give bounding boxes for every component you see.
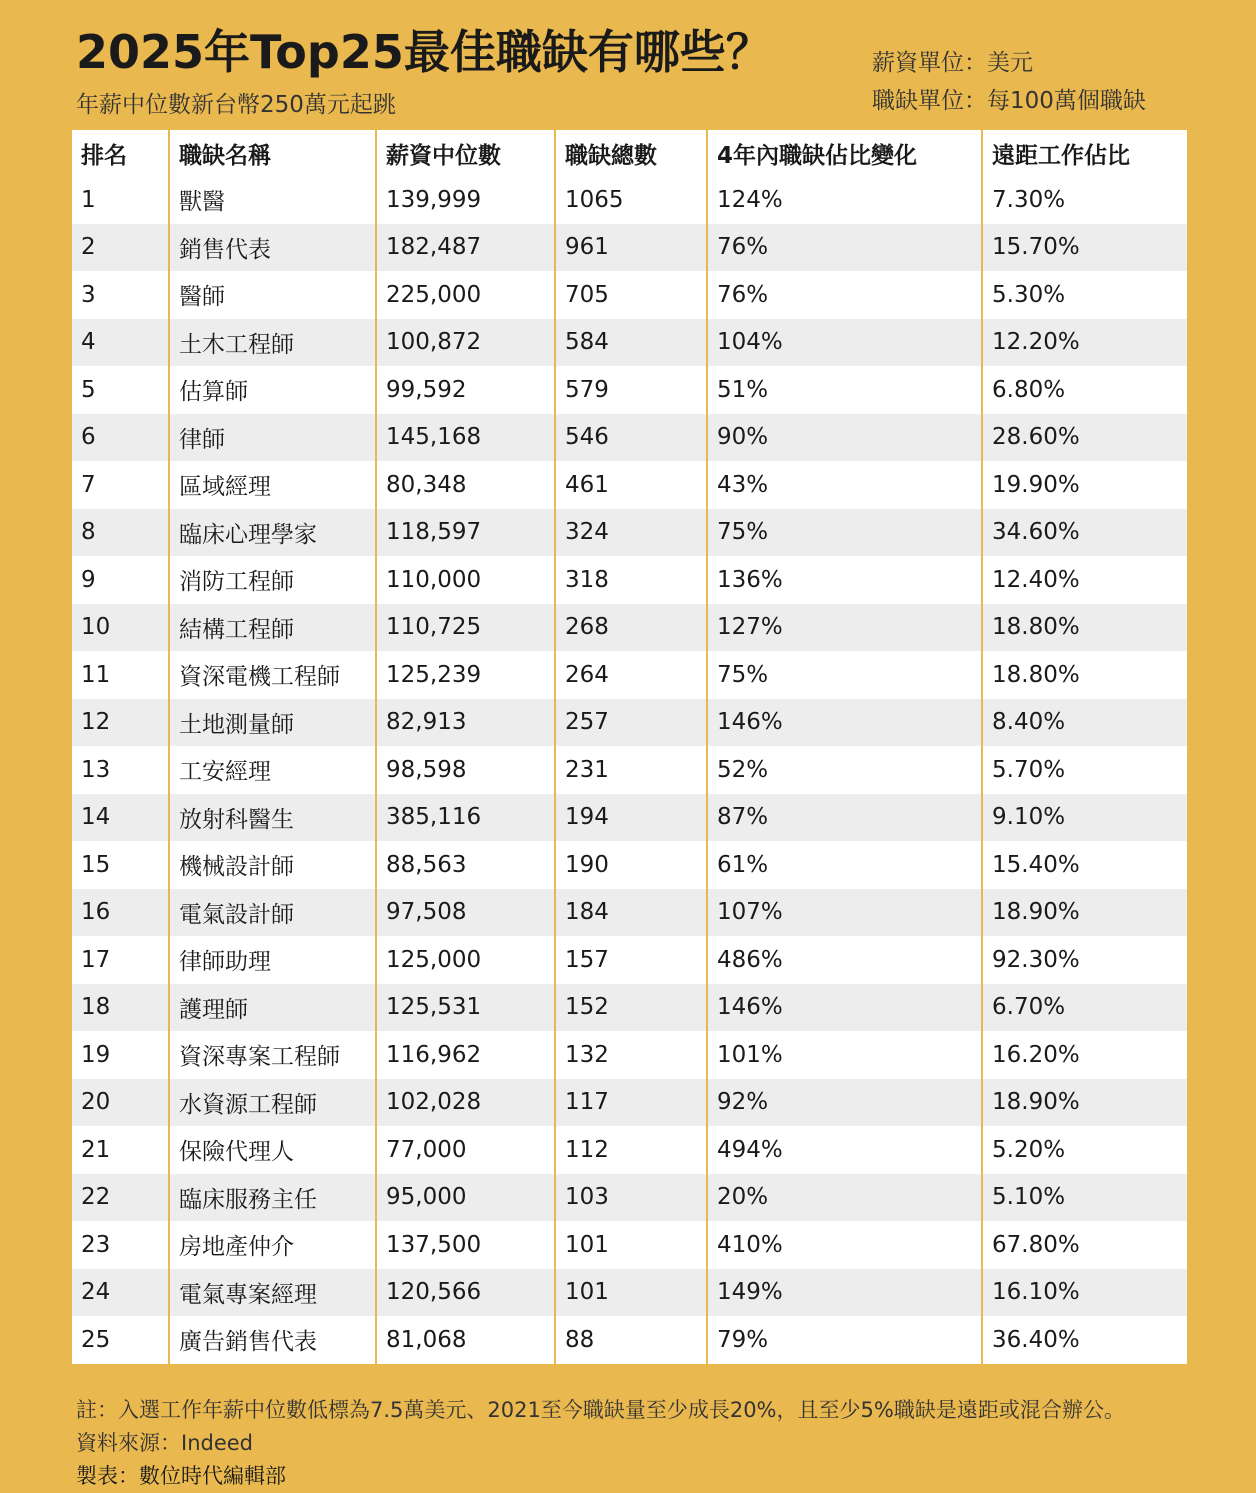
cell-total-openings: 264	[555, 651, 707, 699]
cell-job-title: 水資源工程師	[169, 1079, 376, 1127]
cell-job-title: 律師助理	[169, 936, 376, 984]
cell-job-title: 保險代理人	[169, 1126, 376, 1174]
cell-total-openings: 101	[555, 1269, 707, 1317]
cell-rank: 2	[72, 224, 169, 272]
cell-rank: 12	[72, 699, 169, 747]
cell-remote-share: 15.70%	[982, 224, 1187, 272]
cell-remote-share: 5.20%	[982, 1126, 1187, 1174]
cell-share-change: 494%	[707, 1126, 982, 1174]
table-row	[72, 746, 1187, 794]
cell-job-title: 臨床服務主任	[169, 1174, 376, 1222]
cell-job-title: 放射科醫生	[169, 794, 376, 842]
cell-total-openings: 546	[555, 414, 707, 462]
cell-job-title: 區域經理	[169, 461, 376, 509]
table-row	[72, 1031, 1187, 1079]
unit-notes	[872, 44, 1146, 120]
cell-total-openings: 152	[555, 984, 707, 1032]
cell-rank: 17	[72, 936, 169, 984]
cell-rank: 25	[72, 1316, 169, 1364]
cell-job-title: 護理師	[169, 984, 376, 1032]
table-row	[72, 414, 1187, 462]
cell-job-title: 銷售代表	[169, 224, 376, 272]
cell-remote-share: 7.30%	[982, 176, 1187, 224]
table-row	[72, 936, 1187, 984]
cell-median-salary: 125,531	[376, 984, 555, 1032]
job-unit-label: 職缺單位：每100萬個職缺	[872, 88, 1146, 114]
footnotes	[76, 1394, 1125, 1493]
cell-rank: 23	[72, 1221, 169, 1269]
cell-rank: 24	[72, 1269, 169, 1317]
cell-share-change: 149%	[707, 1269, 982, 1317]
cell-median-salary: 125,000	[376, 936, 555, 984]
cell-total-openings: 579	[555, 366, 707, 414]
cell-rank: 4	[72, 319, 169, 367]
cell-median-salary: 88,563	[376, 841, 555, 889]
cell-job-title: 消防工程師	[169, 556, 376, 604]
cell-remote-share: 34.60%	[982, 509, 1187, 557]
header-remote-share: 遠距工作佔比	[982, 130, 1187, 176]
cell-rank: 21	[72, 1126, 169, 1174]
cell-total-openings: 101	[555, 1221, 707, 1269]
cell-total-openings: 1065	[555, 176, 707, 224]
cell-median-salary: 100,872	[376, 319, 555, 367]
cell-rank: 11	[72, 651, 169, 699]
cell-total-openings: 132	[555, 1031, 707, 1079]
cell-total-openings: 88	[555, 1316, 707, 1364]
cell-total-openings: 157	[555, 936, 707, 984]
cell-rank: 8	[72, 509, 169, 557]
cell-median-salary: 98,598	[376, 746, 555, 794]
cell-remote-share: 5.70%	[982, 746, 1187, 794]
cell-share-change: 43%	[707, 461, 982, 509]
cell-remote-share: 8.40%	[982, 699, 1187, 747]
cell-total-openings: 257	[555, 699, 707, 747]
cell-rank: 1	[72, 176, 169, 224]
cell-job-title: 廣告銷售代表	[169, 1316, 376, 1364]
page-title: 2025年Top25最佳職缺有哪些？	[76, 25, 772, 79]
cell-total-openings: 705	[555, 271, 707, 319]
cell-share-change: 61%	[707, 841, 982, 889]
cell-rank: 3	[72, 271, 169, 319]
cell-total-openings: 184	[555, 889, 707, 937]
cell-share-change: 52%	[707, 746, 982, 794]
cell-rank: 20	[72, 1079, 169, 1127]
cell-share-change: 76%	[707, 271, 982, 319]
table-row	[72, 841, 1187, 889]
cell-median-salary: 81,068	[376, 1316, 555, 1364]
cell-share-change: 410%	[707, 1221, 982, 1269]
table-row	[72, 984, 1187, 1032]
jobs-table	[72, 130, 1187, 1364]
cell-median-salary: 95,000	[376, 1174, 555, 1222]
header-share-change: 4年內職缺佔比變化	[707, 130, 982, 176]
cell-median-salary: 110,000	[376, 556, 555, 604]
cell-total-openings: 112	[555, 1126, 707, 1174]
cell-remote-share: 18.90%	[982, 1079, 1187, 1127]
cell-share-change: 87%	[707, 794, 982, 842]
cell-remote-share: 15.40%	[982, 841, 1187, 889]
cell-remote-share: 12.40%	[982, 556, 1187, 604]
salary-unit-label: 薪資單位：美元	[872, 50, 1033, 76]
cell-job-title: 電氣設計師	[169, 889, 376, 937]
cell-median-salary: 102,028	[376, 1079, 555, 1127]
cell-rank: 9	[72, 556, 169, 604]
cell-median-salary: 385,116	[376, 794, 555, 842]
cell-rank: 19	[72, 1031, 169, 1079]
table-row	[72, 794, 1187, 842]
cell-median-salary: 139,999	[376, 176, 555, 224]
cell-remote-share: 18.80%	[982, 604, 1187, 652]
cell-remote-share: 92.30%	[982, 936, 1187, 984]
cell-remote-share: 28.60%	[982, 414, 1187, 462]
footnote-source: 資料來源：Indeed	[76, 1431, 254, 1455]
cell-share-change: 486%	[707, 936, 982, 984]
cell-median-salary: 120,566	[376, 1269, 555, 1317]
cell-remote-share: 6.70%	[982, 984, 1187, 1032]
cell-share-change: 92%	[707, 1079, 982, 1127]
cell-median-salary: 137,500	[376, 1221, 555, 1269]
cell-remote-share: 67.80%	[982, 1221, 1187, 1269]
cell-remote-share: 18.90%	[982, 889, 1187, 937]
header-median-salary: 薪資中位數	[376, 130, 555, 176]
cell-remote-share: 12.20%	[982, 319, 1187, 367]
cell-total-openings: 461	[555, 461, 707, 509]
cell-job-title: 臨床心理學家	[169, 509, 376, 557]
table-row	[72, 461, 1187, 509]
cell-total-openings: 318	[555, 556, 707, 604]
table-row	[72, 1079, 1187, 1127]
table-row	[72, 1269, 1187, 1317]
cell-total-openings: 961	[555, 224, 707, 272]
cell-share-change: 104%	[707, 319, 982, 367]
cell-job-title: 機械設計師	[169, 841, 376, 889]
cell-share-change: 127%	[707, 604, 982, 652]
cell-share-change: 76%	[707, 224, 982, 272]
cell-share-change: 146%	[707, 984, 982, 1032]
table-row	[72, 651, 1187, 699]
cell-share-change: 107%	[707, 889, 982, 937]
cell-job-title: 律師	[169, 414, 376, 462]
cell-total-openings: 194	[555, 794, 707, 842]
cell-total-openings: 103	[555, 1174, 707, 1222]
cell-job-title: 工安經理	[169, 746, 376, 794]
cell-remote-share: 6.80%	[982, 366, 1187, 414]
cell-median-salary: 125,239	[376, 651, 555, 699]
table-row	[72, 271, 1187, 319]
table-row	[72, 556, 1187, 604]
cell-share-change: 90%	[707, 414, 982, 462]
table-header-row	[72, 130, 1187, 176]
cell-rank: 10	[72, 604, 169, 652]
cell-rank: 22	[72, 1174, 169, 1222]
table-row	[72, 699, 1187, 747]
cell-share-change: 79%	[707, 1316, 982, 1364]
cell-job-title: 土地測量師	[169, 699, 376, 747]
cell-job-title: 土木工程師	[169, 319, 376, 367]
footnote-criteria: 註：入選工作年薪中位數低標為7.5萬美元、2021至今職缺量至少成長20%，且至少5%職缺是遠距或混合辦公。	[76, 1398, 1125, 1422]
cell-rank: 6	[72, 414, 169, 462]
cell-median-salary: 118,597	[376, 509, 555, 557]
cell-job-title: 電氣專案經理	[169, 1269, 376, 1317]
cell-remote-share: 36.40%	[982, 1316, 1187, 1364]
cell-job-title: 資深專案工程師	[169, 1031, 376, 1079]
cell-rank: 7	[72, 461, 169, 509]
table-row	[72, 509, 1187, 557]
cell-median-salary: 80,348	[376, 461, 555, 509]
cell-remote-share: 19.90%	[982, 461, 1187, 509]
cell-remote-share: 5.10%	[982, 1174, 1187, 1222]
cell-median-salary: 116,962	[376, 1031, 555, 1079]
header-job-title: 職缺名稱	[169, 130, 376, 176]
cell-share-change: 51%	[707, 366, 982, 414]
cell-rank: 5	[72, 366, 169, 414]
cell-share-change: 75%	[707, 509, 982, 557]
cell-median-salary: 145,168	[376, 414, 555, 462]
table-row	[72, 319, 1187, 367]
cell-share-change: 146%	[707, 699, 982, 747]
cell-remote-share: 5.30%	[982, 271, 1187, 319]
cell-share-change: 75%	[707, 651, 982, 699]
cell-median-salary: 99,592	[376, 366, 555, 414]
cell-median-salary: 225,000	[376, 271, 555, 319]
table-row	[72, 1126, 1187, 1174]
cell-rank: 13	[72, 746, 169, 794]
cell-total-openings: 324	[555, 509, 707, 557]
cell-rank: 14	[72, 794, 169, 842]
cell-remote-share: 18.80%	[982, 651, 1187, 699]
cell-job-title: 醫師	[169, 271, 376, 319]
cell-remote-share: 16.10%	[982, 1269, 1187, 1317]
table-row	[72, 889, 1187, 937]
cell-job-title: 估算師	[169, 366, 376, 414]
cell-share-change: 136%	[707, 556, 982, 604]
table-body	[72, 176, 1187, 1364]
cell-remote-share: 9.10%	[982, 794, 1187, 842]
cell-share-change: 20%	[707, 1174, 982, 1222]
cell-job-title: 房地產仲介	[169, 1221, 376, 1269]
cell-total-openings: 231	[555, 746, 707, 794]
cell-rank: 15	[72, 841, 169, 889]
cell-job-title: 資深電機工程師	[169, 651, 376, 699]
table-row	[72, 1174, 1187, 1222]
cell-total-openings: 117	[555, 1079, 707, 1127]
cell-rank: 16	[72, 889, 169, 937]
cell-total-openings: 584	[555, 319, 707, 367]
header-total-openings: 職缺總數	[555, 130, 707, 176]
footnote-credit: 製表：數位時代編輯部	[76, 1464, 286, 1488]
table-row	[72, 604, 1187, 652]
cell-total-openings: 190	[555, 841, 707, 889]
cell-median-salary: 77,000	[376, 1126, 555, 1174]
cell-job-title: 結構工程師	[169, 604, 376, 652]
cell-rank: 18	[72, 984, 169, 1032]
header-rank: 排名	[72, 130, 169, 176]
table-row	[72, 176, 1187, 224]
cell-median-salary: 97,508	[376, 889, 555, 937]
cell-median-salary: 110,725	[376, 604, 555, 652]
table-row	[72, 224, 1187, 272]
table-row	[72, 1316, 1187, 1364]
cell-job-title: 獸醫	[169, 176, 376, 224]
cell-median-salary: 182,487	[376, 224, 555, 272]
table-row	[72, 366, 1187, 414]
cell-total-openings: 268	[555, 604, 707, 652]
cell-remote-share: 16.20%	[982, 1031, 1187, 1079]
cell-median-salary: 82,913	[376, 699, 555, 747]
table-row	[72, 1221, 1187, 1269]
cell-share-change: 101%	[707, 1031, 982, 1079]
cell-share-change: 124%	[707, 176, 982, 224]
page-subtitle: 年薪中位數新台幣250萬元起跳	[76, 92, 396, 118]
